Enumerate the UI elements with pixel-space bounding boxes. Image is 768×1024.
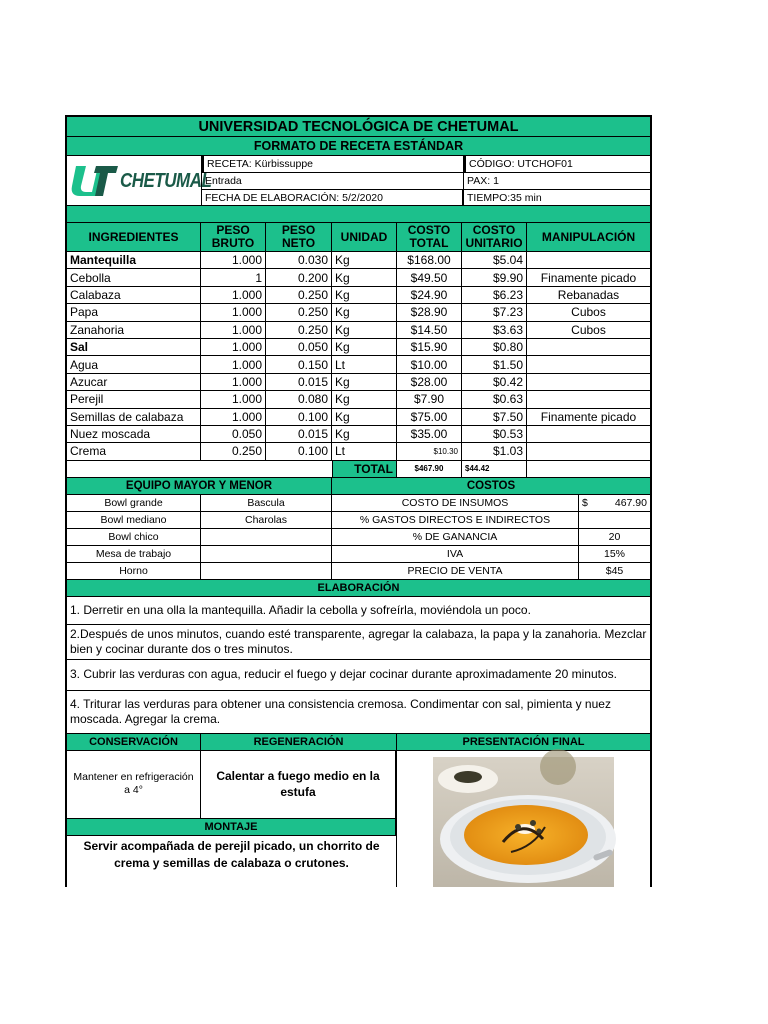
ingredient-bruto: 1.000 (201, 252, 266, 269)
elaboracion-step-4: 4. Triturar las verduras para obtener una consistencia cremosa. Condimentar con sal, pimienta y nuez moscada. Agregar la crema. (65, 691, 652, 734)
costo-label: COSTO DE INSUMOS (332, 495, 579, 512)
ingredient-name: Agua (65, 356, 201, 373)
ingredient-bruto: 1.000 (201, 391, 266, 408)
tiempo-field: TIEMPO:35 min (464, 190, 652, 206)
ingredient-name: Semillas de calabaza (65, 409, 201, 426)
elaboracion-step-1: 1. Derretir en una olla la mantequilla. Añadir la cebolla y sofreírla, moviéndola un poco. (65, 597, 652, 625)
tipo-field: Entrada (202, 173, 464, 190)
ingredient-unidad: Kg (332, 252, 397, 269)
equipo-costos-row (65, 563, 652, 580)
ingredient-total: $28.90 (397, 304, 462, 321)
ingredient-bruto: 1.000 (201, 409, 266, 426)
ingredient-total: $7.90 (397, 391, 462, 408)
col-peso-neto: PESO NETO (266, 223, 332, 252)
ingredient-manip (527, 356, 652, 373)
ingredient-total: $49.50 (397, 269, 462, 286)
total-unitario: $44.42 (462, 461, 527, 478)
ingredient-unidad: Kg (332, 287, 397, 304)
elaboracion-title: ELABORACIÓN (65, 580, 652, 597)
ingredient-name: Azucar (65, 374, 201, 391)
ingredient-neto: 0.100 (266, 443, 332, 460)
spacer-band (65, 206, 652, 223)
ingredient-unidad: Lt (332, 356, 397, 373)
ingredient-unitario: $0.42 (462, 374, 527, 391)
ingredient-unidad: Kg (332, 322, 397, 339)
ingredient-name: Crema (65, 443, 201, 460)
equipo-costos-row (65, 495, 652, 512)
total-spacer (65, 461, 332, 478)
total-label: TOTAL (332, 461, 397, 478)
ingredient-manip (527, 443, 652, 460)
elaboracion-step-3: 3. Cubrir las verduras con agua, reducir el fuego y dejar cocinar durante aproximadamente 20 minutos. (65, 660, 652, 691)
ingredient-row (65, 443, 652, 460)
ingredient-row (65, 356, 652, 373)
ingredient-neto: 0.200 (266, 269, 332, 286)
regeneracion-text: Calentar a fuego medio en la estufa (201, 751, 397, 819)
ingredient-neto: 0.050 (266, 339, 332, 356)
ingredients-body (65, 252, 652, 461)
ingredient-neto: 0.015 (266, 426, 332, 443)
equipo-item-2 (201, 563, 332, 580)
ingredient-neto: 0.250 (266, 304, 332, 321)
ingredient-neto: 0.250 (266, 322, 332, 339)
ingredient-unitario: $1.03 (462, 443, 527, 460)
ingredient-manip (527, 252, 652, 269)
ingredient-unitario: $0.53 (462, 426, 527, 443)
presentacion-photo-cell (397, 751, 652, 887)
ingredient-unitario: $6.23 (462, 287, 527, 304)
pax-field: PAX: 1 (464, 173, 652, 190)
ingredient-row (65, 322, 652, 339)
costo-value (579, 512, 652, 529)
equipo-item: Mesa de trabajo (65, 546, 201, 563)
equipo-item-2 (201, 546, 332, 563)
ingredient-unitario: $3.63 (462, 322, 527, 339)
col-peso-bruto: PESO BRUTO (201, 223, 266, 252)
col-unidad: UNIDAD (332, 223, 397, 252)
ingredient-unitario: $0.63 (462, 391, 527, 408)
costo-amount: 467.90 (614, 496, 647, 509)
ingredient-bruto: 0.250 (201, 443, 266, 460)
ingredient-unidad: Kg (332, 426, 397, 443)
equipo-item-2: Bascula (201, 495, 332, 512)
ingredient-name: Mantequilla (65, 252, 201, 269)
ingredient-unidad: Kg (332, 409, 397, 426)
ingredient-manip (527, 374, 652, 391)
col-ingredientes: INGREDIENTES (65, 223, 201, 252)
receta-field: RECETA: Kürbissuppe (202, 156, 464, 173)
soup-bowl-image (433, 757, 614, 887)
col-costo-total: COSTO TOTAL (397, 223, 462, 252)
ingredient-unitario: $7.23 (462, 304, 527, 321)
ingredient-bruto: 1.000 (201, 356, 266, 373)
equipo-item-2 (201, 529, 332, 546)
equipo-item: Bowl mediano (65, 512, 201, 529)
conservacion-title: CONSERVACIÓN (65, 734, 201, 751)
ingredient-row (65, 374, 652, 391)
montaje-text: Servir acompañada de perejil picado, un chorrito de crema y semillas de calabaza o crutones. (65, 836, 397, 887)
ingredient-name: Papa (65, 304, 201, 321)
ingredient-neto: 0.015 (266, 374, 332, 391)
ingredient-neto: 0.250 (266, 287, 332, 304)
ingredient-row (65, 304, 652, 321)
equipo-item: Bowl grande (65, 495, 201, 512)
university-title: UNIVERSIDAD TECNOLÓGICA DE CHETUMAL (65, 117, 652, 137)
ingredient-name: Perejil (65, 391, 201, 408)
conservacion-text: Mantener en refrigeración a 4° (65, 751, 201, 819)
fecha-field: FECHA DE ELABORACIÓN: 5/2/2020 (202, 190, 464, 206)
ut-logo-icon (70, 162, 120, 200)
ingredient-unidad: Kg (332, 304, 397, 321)
presentacion-title: PRESENTACIÓN FINAL (397, 734, 652, 751)
ingredient-manip: Finamente picado (527, 269, 652, 286)
ingredient-bruto: 1.000 (201, 339, 266, 356)
costos-title: COSTOS (332, 478, 652, 495)
equipo-costos-body (65, 495, 652, 580)
costo-value: $45 (579, 563, 652, 580)
ingredient-manip (527, 339, 652, 356)
costo-label: % DE GANANCIA (332, 529, 579, 546)
soup-photo (433, 757, 614, 887)
total-row (65, 461, 652, 478)
ingredient-name: Cebolla (65, 269, 201, 286)
ingredient-total: $10.00 (397, 356, 462, 373)
ingredient-bruto: 1 (201, 269, 266, 286)
costo-label: PRECIO DE VENTA (332, 563, 579, 580)
equipo-costos-row (65, 512, 652, 529)
ingredient-row (65, 252, 652, 269)
costo-label: % GASTOS DIRECTOS E INDIRECTOS (332, 512, 579, 529)
ingredient-unidad: Kg (332, 374, 397, 391)
ingredient-row (65, 391, 652, 408)
ingredient-total: $35.00 (397, 426, 462, 443)
regeneracion-title: REGENERACIÓN (201, 734, 397, 751)
ingredient-total: $24.90 (397, 287, 462, 304)
ingredient-total: $168.00 (397, 252, 462, 269)
costo-label: IVA (332, 546, 579, 563)
equipo-costos-row (65, 546, 652, 563)
ingredient-manip: Rebanadas (527, 287, 652, 304)
montaje-title: MONTAJE (65, 819, 397, 836)
ingredient-unidad: Kg (332, 391, 397, 408)
logo (65, 156, 212, 206)
codigo-field: CÓDIGO: UTCHOF01 (464, 156, 652, 173)
col-manipulacion: MANIPULACIÓN (527, 223, 652, 252)
ingredients-header (65, 223, 652, 252)
ingredient-unidad: Lt (332, 443, 397, 460)
costo-value: 20 (579, 529, 652, 546)
ingredient-manip: Cubos (527, 322, 652, 339)
ingredient-unitario: $7.50 (462, 409, 527, 426)
ingredient-manip (527, 391, 652, 408)
ingredient-total: $28.00 (397, 374, 462, 391)
ingredient-total: $15.90 (397, 339, 462, 356)
costo-currency: $ (582, 496, 588, 509)
ingredient-neto: 0.100 (266, 409, 332, 426)
ingredient-row (65, 409, 652, 426)
equipo-item-2: Charolas (201, 512, 332, 529)
ingredient-total: $75.00 (397, 409, 462, 426)
total-costo: $467.90 (397, 461, 462, 478)
total-empty (527, 461, 652, 478)
ingredient-name: Nuez moscada (65, 426, 201, 443)
ingredient-manip: Cubos (527, 304, 652, 321)
ingredient-bruto: 1.000 (201, 304, 266, 321)
col-costo-unitario: COSTO UNITARIO (462, 223, 527, 252)
ingredient-total: $10.30 (397, 443, 462, 460)
ingredient-name: Calabaza (65, 287, 201, 304)
ingredient-name: Sal (65, 339, 201, 356)
costo-value: 15% (579, 546, 652, 563)
recipe-sheet (65, 115, 652, 887)
ingredient-total: $14.50 (397, 322, 462, 339)
equipo-costos-row (65, 529, 652, 546)
ingredient-neto: 0.080 (266, 391, 332, 408)
ingredient-bruto: 0.050 (201, 426, 266, 443)
ingredient-manip (527, 426, 652, 443)
ingredient-neto: 0.030 (266, 252, 332, 269)
format-title: FORMATO DE RECETA ESTÁNDAR (65, 137, 652, 156)
elaboracion-step-2: 2.Después de unos minutos, cuando esté transparente, agregar la calabaza, la papa y la zanahoria. Mezclar bien y cocinar durante dos o tres minutos. (65, 625, 652, 660)
ingredient-row (65, 287, 652, 304)
ingredient-bruto: 1.000 (201, 287, 266, 304)
costo-value (579, 495, 652, 512)
ingredient-bruto: 1.000 (201, 322, 266, 339)
ingredient-name: Zanahoria (65, 322, 201, 339)
ingredient-unidad: Kg (332, 269, 397, 286)
ingredient-unitario: $5.04 (462, 252, 527, 269)
ingredient-row (65, 269, 652, 286)
ingredient-neto: 0.150 (266, 356, 332, 373)
ingredient-unidad: Kg (332, 339, 397, 356)
equipo-title: EQUIPO MAYOR Y MENOR (65, 478, 332, 495)
equipo-item: Bowl chico (65, 529, 201, 546)
ingredient-manip: Finamente picado (527, 409, 652, 426)
ingredient-unitario: $9.90 (462, 269, 527, 286)
equipo-item: Horno (65, 563, 201, 580)
ingredient-row (65, 339, 652, 356)
ingredient-bruto: 1.000 (201, 374, 266, 391)
logo-text: CHETUMAL (120, 168, 212, 192)
ingredient-row (65, 426, 652, 443)
ingredient-unitario: $1.50 (462, 356, 527, 373)
ingredient-unitario: $0.80 (462, 339, 527, 356)
